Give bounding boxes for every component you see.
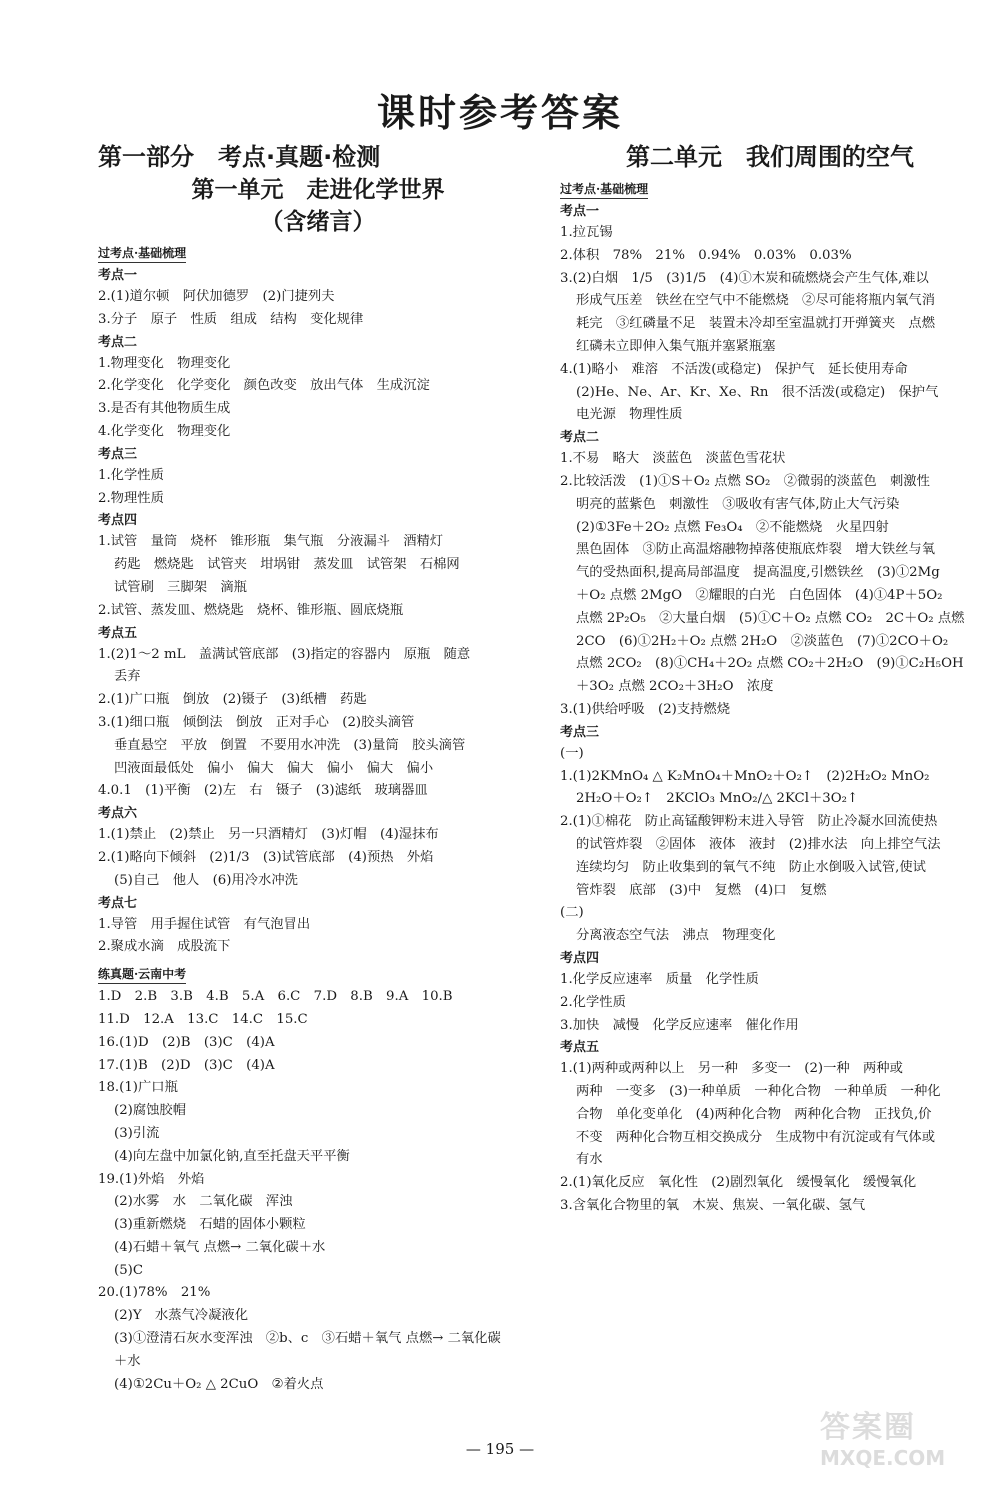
kaodian-heading: 考点四 <box>98 513 138 529</box>
answer-line: 合物 单化变单化 (4)两种化合物 两种化合物 正找负,价 <box>576 1106 932 1122</box>
answer-line: 2.(1)道尔顿 阿伏加德罗 (2)门捷列夫 <box>98 289 335 304</box>
answer-line: 2.化学性质 <box>560 994 626 1010</box>
answer-line: 3.分子 原子 性质 组成 结构 变化规律 <box>98 311 364 327</box>
answer-line: (4)①2Cu＋O₂ △ 2CuO ②着火点 <box>114 1376 324 1392</box>
kaodian-heading: 考点三 <box>98 446 138 462</box>
answer-line: 2.(1)略向下倾斜 (2)1/3 (3)试管底部 (4)预热 外焰 <box>98 849 434 865</box>
answer-line: 17.(1)B (2)D (3)C (4)A <box>98 1057 275 1073</box>
answer-line: 3.(1)供给呼吸 (2)支持燃烧 <box>560 701 731 717</box>
answer-line: (2)腐蚀胶帽 <box>114 1103 187 1119</box>
left-column <box>98 140 538 1396</box>
answer-line: 红磷未立即伸入集气瓶并塞紧瓶塞 <box>576 338 776 354</box>
answer-line: 1.拉瓦锡 <box>560 225 613 240</box>
kaodian-heading: 考点五 <box>560 1040 600 1056</box>
answer-line: (5)C <box>114 1262 144 1278</box>
answer-line: 2.物理性质 <box>98 490 164 506</box>
kaodian-heading: 考点二 <box>98 334 138 350</box>
answer-line: ＋水 <box>114 1353 141 1369</box>
watermark-logo <box>820 1402 990 1492</box>
answer-line: 有水 <box>576 1152 603 1168</box>
kaodian-heading: 考点三 <box>560 724 600 740</box>
answer-line: 耗完 ③红磷量不足 装置未冷却至室温就打开弹簧夹 点燃 <box>576 316 936 332</box>
answer-line: 3.加快 减慢 化学反应速率 催化作用 <box>560 1017 799 1033</box>
answer-line: 16.(1)D (2)B (3)C (4)A <box>98 1034 275 1050</box>
left-answers <box>98 238 538 1396</box>
answer-line: (2)He、Ne、Ar、Kr、Xe、Rn 很不活泼(或稳定) 保护气 <box>576 384 939 400</box>
answer-line: 垂直悬空 平放 倒置 不要用水冲洗 (3)量筒 胶头滴管 <box>114 737 466 753</box>
answer-line: (二) <box>560 905 584 921</box>
answer-line: 4.(1)略小 难溶 不活泼(或稳定) 保护气 延长使用寿命 <box>560 361 908 377</box>
page-number: — 195 — <box>465 1440 535 1458</box>
answer-line: 4.0.1 (1)平衡 (2)左 右 镊子 (3)滤纸 玻璃器皿 <box>98 783 428 799</box>
kaodian-heading: 考点四 <box>560 950 600 966</box>
answer-line: 1.D 2.B 3.B 4.B 5.A 6.C 7.D 8.B 9.A 10.B <box>98 989 453 1005</box>
answer-line: 1.(1)2KMnO₄ △ K₂MnO₄＋MnO₂＋O₂↑ (2)2H₂O₂ MnO₂ <box>560 768 930 784</box>
answer-line: 气的受热面积,提高局部温度 提高温度,引燃铁丝 (3)①2Mg <box>576 565 940 581</box>
answer-line: 2.聚成水滴 成股流下 <box>98 939 231 955</box>
answer-line: 2.试管、蒸发皿、燃烧匙 烧杯、锥形瓶、圆底烧瓶 <box>98 602 404 618</box>
part-title: 第一部分 考点·真题·检测 <box>98 143 381 171</box>
section-label: 练真题·云南中考 <box>98 965 186 984</box>
answer-line: (3)重新燃烧 石蜡的固体小颗粒 <box>114 1217 306 1233</box>
answer-line: 1.导管 用手握住试管 有气泡冒出 <box>98 916 311 932</box>
kaodian-heading: 考点五 <box>98 625 138 641</box>
answer-line: 2.(1)广口瓶 倒放 (2)镊子 (3)纸槽 药匙 <box>98 692 367 708</box>
answer-line: 1.(2)1～2 mL 盖满试管底部 (3)指定的容器内 原瓶 随意 <box>98 646 471 662</box>
answer-line: (2)Y 水蒸气冷凝液化 <box>114 1308 248 1324</box>
watermark-top: 答案圈 <box>820 1410 916 1445</box>
answer-line: (一) <box>560 745 584 761</box>
answer-line: 不变 两种化合物互相交换成分 生成物中有沉淀或有气体或 <box>576 1129 936 1145</box>
answer-line: 1.不易 略大 淡蓝色 淡蓝色雪花状 <box>560 451 786 467</box>
kaodian-heading: 考点一 <box>98 268 138 283</box>
answer-line: 的试管炸裂 ②固体 液体 液封 (2)排水法 向上排空气法 <box>576 836 941 852</box>
answer-line: 3.是否有其他物质生成 <box>98 401 231 417</box>
answer-line: 连续均匀 防止收集到的氧气不纯 防止水倒吸入试管,使试 <box>576 859 926 875</box>
answer-line: 1.(1)禁止 (2)禁止 另一只酒精灯 (3)灯帽 (4)湿抹布 <box>98 827 439 843</box>
answer-line: 形成气压差 铁丝在空气中不能燃烧 ②尽可能将瓶内氧气消 <box>576 293 936 309</box>
answer-line: 药匙 燃烧匙 试管夹 坩埚钳 蒸发皿 试管架 石棉网 <box>114 557 460 573</box>
kaodian-heading: 考点六 <box>98 806 138 822</box>
unit-title-1: 第一单元 走进化学世界 <box>191 177 445 203</box>
answer-line: 1.试管 量筒 烧杯 锥形瓶 集气瓶 分液漏斗 酒精灯 <box>98 534 444 550</box>
answer-line: 19.(1)外焰 外焰 <box>98 1171 205 1187</box>
answer-line: 4.化学变化 物理变化 <box>98 423 231 439</box>
answer-line: 点燃 2P₂O₅ ②大量白烟 (5)①C＋O₂ 点燃 CO₂ 2C＋O₂ 点燃 <box>576 610 965 626</box>
kaodian-heading: 考点七 <box>98 895 138 911</box>
answer-line: (3)引流 <box>114 1125 160 1141</box>
answer-line: 2.化学变化 化学变化 颜色改变 放出气体 生成沉淀 <box>98 378 430 394</box>
answer-line: ＋O₂ 点燃 2MgO ②耀眼的白光 白色固体 (4)①4P＋5O₂ <box>576 587 943 603</box>
answer-line: 3.含氧化合物里的氧 木炭、焦炭、一氧化碳、氢气 <box>560 1198 866 1214</box>
right-column <box>560 140 980 1218</box>
answer-line: 凹液面最低处 偏小 偏大 偏大 偏小 偏大 偏小 <box>114 760 434 776</box>
kaodian-heading: 考点一 <box>560 204 600 219</box>
page-title: 课时参考答案 <box>376 91 623 135</box>
answer-line: 2.体积 78% 21% 0.94% 0.03% 0.03% <box>560 247 852 263</box>
answer-line: 3.(1)细口瓶 倾倒法 倒放 正对手心 (2)胶头滴管 <box>98 714 415 730</box>
answer-line: (4)向左盘中加氯化钠,直至托盘天平平衡 <box>114 1148 350 1164</box>
answer-line: 3.(2)白烟 1/5 (3)1/5 (4)①木炭和硫燃烧会产生气体,难以 <box>560 270 929 286</box>
right-answers <box>560 174 980 1218</box>
answer-line: 2.(1)①棉花 防止高锰酸钾粉末进入导管 防止冷凝水回流使热 <box>560 814 938 830</box>
answer-line: 1.化学反应速率 质量 化学性质 <box>560 971 759 987</box>
answer-line: 分离液态空气法 沸点 物理变化 <box>576 928 776 944</box>
answer-line: 1.(1)两种或两种以上 另一种 多变一 (2)一种 两种或 <box>560 1061 903 1077</box>
answer-line: 管炸裂 底部 (3)中 复燃 (4)口 复燃 <box>576 882 827 898</box>
answer-line: ＋3O₂ 点燃 2CO₂＋3H₂O 浓度 <box>576 679 774 695</box>
unit-title-2: 第二单元 我们周围的空气 <box>626 143 914 171</box>
answer-line: (5)自己 他人 (6)用冷水冲洗 <box>114 872 298 888</box>
answer-line: 试管刷 三脚架 滴瓶 <box>114 579 247 595</box>
answer-line: 2CO (6)①2H₂＋O₂ 点燃 2H₂O ②淡蓝色 (7)①2CO＋O₂ <box>576 633 949 649</box>
kaodian-heading: 考点二 <box>560 430 600 446</box>
answer-line: 1.物理变化 物理变化 <box>98 355 231 371</box>
answer-line: 2.比较活泼 (1)①S＋O₂ 点燃 SO₂ ②微弱的淡蓝色 刺激性 <box>560 473 930 489</box>
answer-line: 黑色固体 ③防止高温熔融物掉落使瓶底炸裂 增大铁丝与氧 <box>576 542 936 558</box>
section-label: 过考点·基础梳理 <box>560 180 648 199</box>
section-label: 过考点·基础梳理 <box>98 244 186 263</box>
answer-line: 两种 一变多 (3)一种单质 一种化合物 一种单质 一种化 <box>576 1084 941 1100</box>
answer-line: 2.(1)氧化反应 氧化性 (2)剧烈氧化 缓慢氧化 缓慢氧化 <box>560 1175 917 1191</box>
answer-line: 11.D 12.A 13.C 14.C 15.C <box>98 1011 308 1027</box>
answer-line: (2)①3Fe＋2O₂ 点燃 Fe₃O₄ ②不能燃烧 火星四射 <box>576 519 889 535</box>
answer-line: 18.(1)广口瓶 <box>98 1080 178 1096</box>
answer-line: 20.(1)78% 21% <box>98 1285 211 1301</box>
answer-line: 电光源 物理性质 <box>576 407 683 423</box>
answer-line: 2H₂O＋O₂↑ 2KClO₃ MnO₂/△ 2KCl＋3O₂↑ <box>576 791 859 807</box>
watermark-bottom: MXQE.COM <box>820 1446 946 1470</box>
answer-line: 明亮的蓝紫色 刺激性 ③吸收有害气体,防止大气污染 <box>576 496 900 512</box>
answer-line: (2)水雾 水 二氧化碳 浑浊 <box>114 1194 293 1210</box>
unit-subtitle-1: （含绪言） <box>260 209 376 235</box>
answer-line: 丢弃 <box>114 669 141 685</box>
answer-line: (3)①澄清石灰水变浑浊 ②b、c ③石蜡＋氧气 点燃→ 二氧化碳 <box>114 1331 501 1347</box>
answer-line: 1.化学性质 <box>98 467 164 483</box>
answer-line: 点燃 2CO₂ (8)①CH₄＋2O₂ 点燃 CO₂＋2H₂O (9)①C₂H₅OH <box>576 656 964 672</box>
answer-line: (4)石蜡＋氧气 点燃→ 二氧化碳＋水 <box>114 1239 326 1255</box>
